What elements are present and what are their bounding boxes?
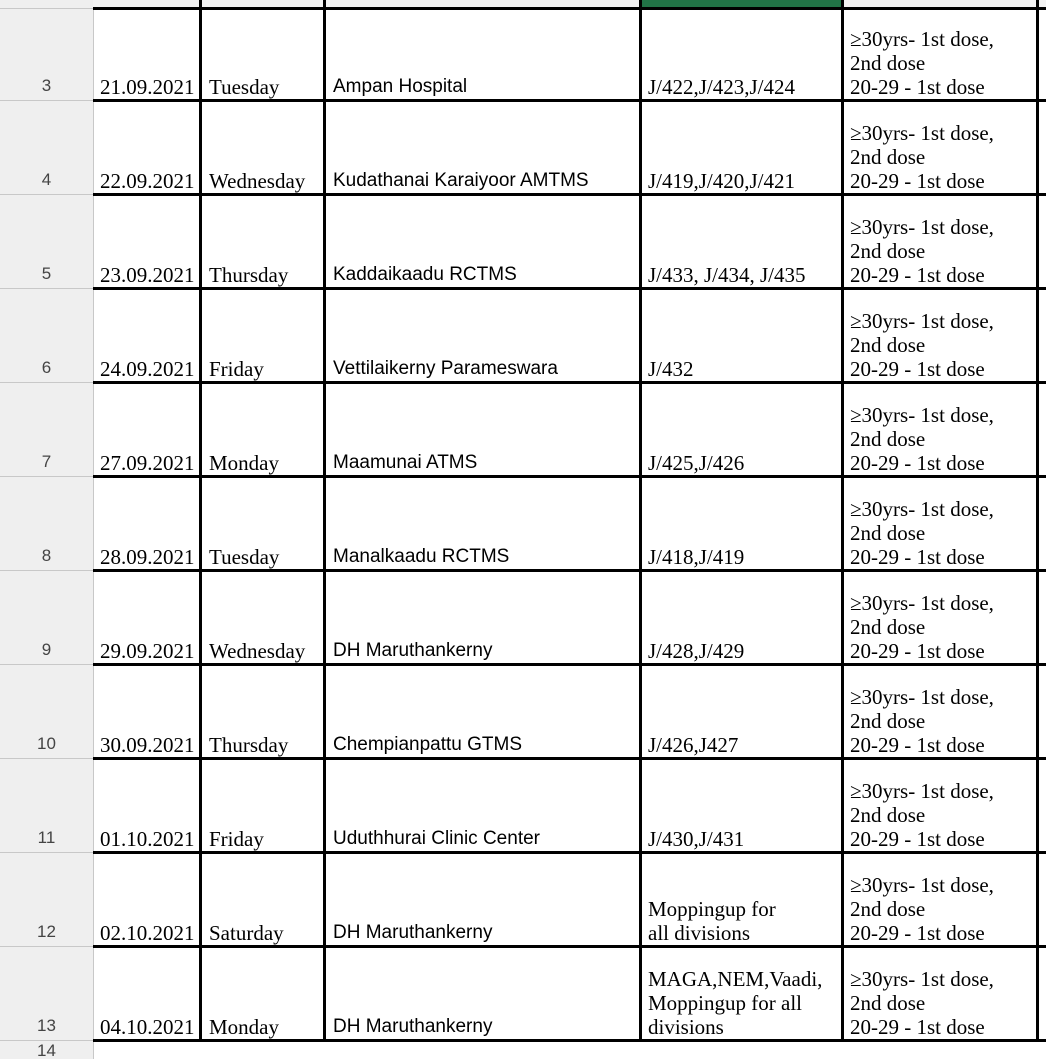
eligibility-line: 2nd dose: [850, 51, 926, 75]
eligibility-cell[interactable]: [843, 665, 1038, 759]
eligibility-cell[interactable]: [843, 571, 1038, 665]
eligibility-line: 20-29 - 1st dose: [850, 263, 985, 287]
row-header-border: [0, 288, 93, 289]
eligibility-cell[interactable]: [843, 7, 1038, 101]
row-header-border: [0, 570, 93, 571]
location-text: Maamunai ATMS: [333, 452, 478, 473]
location-cell[interactable]: [326, 289, 641, 383]
day-text: Friday: [209, 357, 264, 381]
day-cell[interactable]: [202, 101, 326, 195]
row-number[interactable]: 6: [41, 358, 52, 377]
selected-column-indicator: [641, 0, 843, 7]
column-border: [199, 0, 202, 1041]
day-text: Monday: [209, 1015, 279, 1039]
eligibility-line: ≥30yrs- 1st dose,: [850, 403, 994, 427]
location-text: Chempianpattu GTMS: [333, 734, 523, 755]
table-row: [0, 665, 1046, 759]
row-border: [93, 663, 1046, 666]
date-cell[interactable]: [93, 383, 202, 477]
table-row: [0, 101, 1046, 195]
date-text: 29.09.2021: [100, 639, 195, 663]
date-text: 02.10.2021: [100, 921, 195, 945]
day-cell[interactable]: [202, 759, 326, 853]
column-border: [639, 0, 642, 1041]
eligibility-line: 2nd dose: [850, 145, 926, 169]
row-number[interactable]: 9: [41, 640, 52, 659]
divisions-cell[interactable]: [641, 289, 843, 383]
location-cell[interactable]: [326, 195, 641, 289]
date-cell[interactable]: [93, 665, 202, 759]
location-text: Manalkaadu RCTMS: [333, 546, 510, 567]
day-text: Monday: [209, 451, 279, 475]
eligibility-line: 20-29 - 1st dose: [850, 1015, 985, 1039]
row-border: [93, 7, 1046, 10]
date-cell[interactable]: [93, 853, 202, 947]
location-text: Ampan Hospital: [333, 76, 468, 97]
location-text: Vettilaikerny Parameswara: [333, 358, 558, 379]
day-cell[interactable]: [202, 383, 326, 477]
divisions-cell[interactable]: [641, 7, 843, 101]
divisions-cell[interactable]: [641, 759, 843, 853]
row-border: [93, 287, 1046, 290]
eligibility-line: 2nd dose: [850, 239, 926, 263]
day-cell[interactable]: [202, 289, 326, 383]
date-text: 21.09.2021: [100, 75, 195, 99]
date-text: 27.09.2021: [100, 451, 195, 475]
day-cell[interactable]: [202, 853, 326, 947]
row-border: [93, 193, 1046, 196]
row-number-14[interactable]: 14: [37, 1041, 56, 1060]
eligibility-line: 2nd dose: [850, 427, 926, 451]
divisions-cell[interactable]: [641, 477, 843, 571]
day-text: Tuesday: [209, 75, 280, 99]
row-header-border: [0, 758, 93, 759]
eligibility-line: 20-29 - 1st dose: [850, 169, 985, 193]
location-text: Uduthhurai Clinic Center: [333, 828, 540, 849]
eligibility-line: ≥30yrs- 1st dose,: [850, 497, 994, 521]
column-border: [1036, 0, 1039, 1041]
divisions-cell[interactable]: [641, 947, 843, 1041]
day-cell[interactable]: [202, 571, 326, 665]
date-text: 04.10.2021: [100, 1015, 195, 1039]
row-header-border: [0, 852, 93, 853]
location-cell[interactable]: [326, 101, 641, 195]
row-border: [93, 851, 1046, 854]
eligibility-line: 20-29 - 1st dose: [850, 357, 985, 381]
date-text: 24.09.2021: [100, 357, 195, 381]
row-number[interactable]: 3: [41, 76, 52, 95]
day-text: Wednesday: [209, 169, 306, 193]
location-cell[interactable]: [326, 477, 641, 571]
table-row: [0, 571, 1046, 665]
date-cell[interactable]: [93, 571, 202, 665]
location-cell[interactable]: [326, 853, 641, 947]
location-text: DH Maruthankerny: [333, 640, 493, 661]
eligibility-line: 20-29 - 1st dose: [850, 639, 985, 663]
divisions-line: J/433, J/434, J/435: [648, 263, 806, 287]
table-row: [0, 383, 1046, 477]
eligibility-line: ≥30yrs- 1st dose,: [850, 685, 994, 709]
date-text: 30.09.2021: [100, 733, 195, 757]
divisions-line: MAGA,NEM,Vaadi,: [648, 967, 823, 991]
eligibility-line: ≥30yrs- 1st dose,: [850, 779, 994, 803]
table-row: [0, 477, 1046, 571]
location-cell[interactable]: [326, 7, 641, 101]
eligibility-line: 2nd dose: [850, 991, 926, 1015]
day-text: Tuesday: [209, 545, 280, 569]
date-text: 23.09.2021: [100, 263, 195, 287]
eligibility-cell[interactable]: [843, 853, 1038, 947]
row-number[interactable]: 7: [41, 452, 52, 471]
date-cell[interactable]: [93, 195, 202, 289]
table-row: [0, 289, 1046, 383]
row-header-border: [0, 194, 93, 195]
row-number[interactable]: 11: [37, 828, 56, 847]
location-cell[interactable]: [326, 759, 641, 853]
row-border: [93, 475, 1046, 478]
eligibility-cell[interactable]: [843, 101, 1038, 195]
eligibility-cell[interactable]: [843, 289, 1038, 383]
date-text: 22.09.2021: [100, 169, 195, 193]
location-text: Kaddaikaadu RCTMS: [333, 264, 517, 285]
day-text: Saturday: [209, 921, 284, 945]
eligibility-line: ≥30yrs- 1st dose,: [850, 591, 994, 615]
row-border: [93, 381, 1046, 384]
eligibility-line: 20-29 - 1st dose: [850, 827, 985, 851]
eligibility-line: 2nd dose: [850, 897, 926, 921]
eligibility-line: ≥30yrs- 1st dose,: [850, 967, 994, 991]
date-cell[interactable]: [93, 759, 202, 853]
divisions-cell[interactable]: [641, 101, 843, 195]
day-cell[interactable]: [202, 477, 326, 571]
row-border: [93, 1039, 1046, 1042]
eligibility-cell[interactable]: [843, 759, 1038, 853]
row-number[interactable]: 13: [37, 1016, 56, 1035]
divisions-cell[interactable]: [641, 571, 843, 665]
eligibility-line: 20-29 - 1st dose: [850, 75, 985, 99]
date-cell[interactable]: [93, 947, 202, 1041]
divisions-line: J/430,J/431: [648, 827, 745, 851]
divisions-line: Moppingup for: [648, 897, 776, 921]
eligibility-line: 20-29 - 1st dose: [850, 733, 985, 757]
row-header-border: [0, 100, 93, 101]
location-cell[interactable]: [326, 383, 641, 477]
day-cell[interactable]: [202, 947, 326, 1041]
divisions-line: J/418,J/419: [648, 545, 745, 569]
day-text: Friday: [209, 827, 264, 851]
day-text: Thursday: [209, 263, 289, 287]
date-cell[interactable]: [93, 477, 202, 571]
eligibility-line: ≥30yrs- 1st dose,: [850, 215, 994, 239]
divisions-line: J/426,J427: [648, 733, 739, 757]
eligibility-line: 20-29 - 1st dose: [850, 545, 985, 569]
day-cell[interactable]: [202, 665, 326, 759]
eligibility-line: 2nd dose: [850, 521, 926, 545]
eligibility-cell[interactable]: [843, 383, 1038, 477]
location-cell[interactable]: [326, 947, 641, 1041]
row-header-border: [0, 476, 93, 477]
date-cell[interactable]: [93, 289, 202, 383]
location-text: Kudathanai Karaiyoor AMTMS: [333, 170, 589, 191]
row-border: [93, 945, 1046, 948]
divisions-cell[interactable]: [641, 665, 843, 759]
divisions-line: J/432: [648, 357, 694, 381]
row-border: [93, 99, 1046, 102]
divisions-line: Moppingup for all: [648, 991, 802, 1015]
table-row: [0, 7, 1046, 101]
eligibility-line: 2nd dose: [850, 333, 926, 357]
divisions-line: J/422,J/423,J/424: [648, 75, 796, 99]
date-cell[interactable]: [93, 7, 202, 101]
day-text: Thursday: [209, 733, 289, 757]
date-text: 28.09.2021: [100, 545, 195, 569]
table-row: [0, 853, 1046, 947]
date-text: 01.10.2021: [100, 827, 195, 851]
eligibility-cell[interactable]: [843, 477, 1038, 571]
row-number[interactable]: 5: [41, 264, 52, 283]
eligibility-cell[interactable]: [843, 947, 1038, 1041]
row-header-border: [0, 946, 93, 947]
column-border: [323, 0, 326, 1041]
date-cell[interactable]: [93, 101, 202, 195]
divisions-cell[interactable]: [641, 853, 843, 947]
eligibility-line: 20-29 - 1st dose: [850, 451, 985, 475]
eligibility-line: ≥30yrs- 1st dose,: [850, 873, 994, 897]
row-border: [93, 569, 1046, 572]
table-row: [0, 759, 1046, 853]
divisions-line: all divisions: [648, 921, 751, 945]
table-row: [0, 195, 1046, 289]
table-row: [0, 947, 1046, 1041]
day-cell[interactable]: [202, 7, 326, 101]
eligibility-line: 2nd dose: [850, 615, 926, 639]
divisions-line: divisions: [648, 1015, 724, 1039]
row-number[interactable]: 4: [41, 170, 52, 189]
location-cell[interactable]: [326, 571, 641, 665]
divisions-line: J/425,J/426: [648, 451, 745, 475]
divisions-line: J/419,J/420,J/421: [648, 169, 796, 193]
eligibility-cell[interactable]: [843, 195, 1038, 289]
row-number[interactable]: 8: [41, 546, 52, 565]
divisions-line: J/428,J/429: [648, 639, 745, 663]
eligibility-line: ≥30yrs- 1st dose,: [850, 309, 994, 333]
row-header-border: [0, 382, 93, 383]
divisions-cell[interactable]: [641, 195, 843, 289]
row-number[interactable]: 12: [37, 922, 56, 941]
eligibility-line: 2nd dose: [850, 709, 926, 733]
eligibility-line: 20-29 - 1st dose: [850, 921, 985, 945]
row-border: [93, 757, 1046, 760]
row-header-border: [0, 664, 93, 665]
day-cell[interactable]: [202, 195, 326, 289]
eligibility-line: 2nd dose: [850, 803, 926, 827]
column-border: [841, 0, 844, 1041]
eligibility-line: ≥30yrs- 1st dose,: [850, 27, 994, 51]
row-number[interactable]: 10: [37, 734, 56, 753]
location-text: DH Maruthankerny: [333, 922, 493, 943]
divisions-cell[interactable]: [641, 383, 843, 477]
location-cell[interactable]: [326, 665, 641, 759]
location-text: DH Maruthankerny: [333, 1016, 493, 1037]
day-text: Wednesday: [209, 639, 306, 663]
row-header-border: [0, 8, 93, 9]
eligibility-line: ≥30yrs- 1st dose,: [850, 121, 994, 145]
